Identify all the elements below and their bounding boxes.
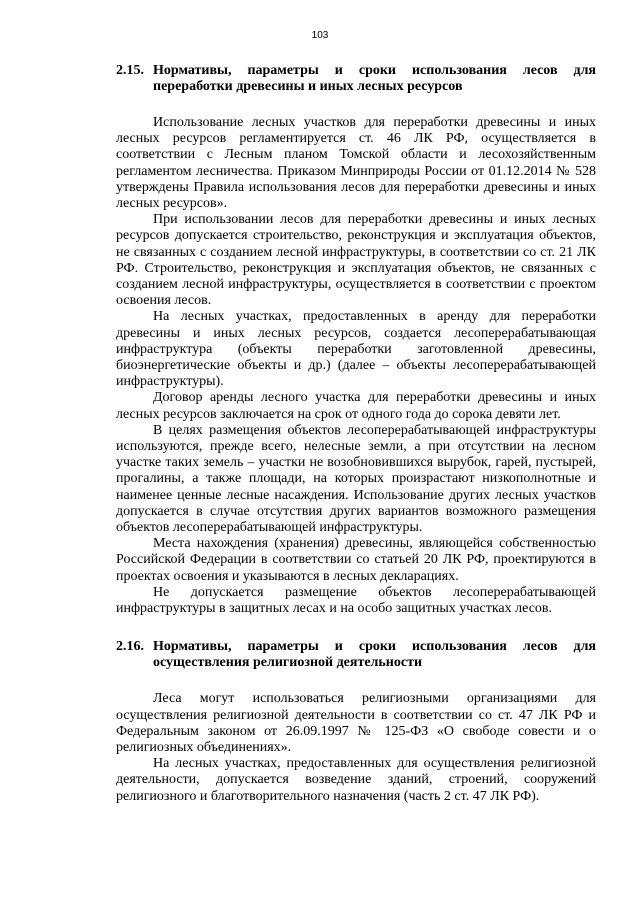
section-title: Нормативы, параметры и сроки использования лесов для осуществления религиозной деятельности <box>153 639 596 671</box>
section-title: Нормативы, параметры и сроки использования лесов для переработки древесины и иных лесных ресурсов <box>153 63 596 94</box>
paragraph: В целях размещения объектов лесоперерабатывающей инфраструктуры используются, прежде всего, нелесные земли, а при отсутствии на лесном участке таких земель – участки не возобновившихся вырубок, гарей, пустырей, прогалины, а также площади, на которых произрастают низкополнотные и наименее ценные лесные насаждения. Использование других лесных участков допускается в случае отсутствия других вариантов возможного размещения объектов лесоперерабатывающей инфраструктуры. <box>116 422 596 536</box>
paragraph: Использование лесных участков для переработки древесины и иных лесных ресурсов регламентируется ст. 46 ЛК РФ, осуществляется в соответствии с Лесным планом Томской области и лесохозяйственным регламентом лесничества. Приказом Минприроды России от 01.12.2014 № 528 утверждены Правила использования лесов для переработки древесины и иных лесных ресурсов». <box>116 115 596 212</box>
page-number: 103 <box>311 30 329 41</box>
paragraph: Леса могут использоваться религиозными организациями для осуществления религиозной деятельности в соответствии со ст. 47 ЛК РФ и Федеральным законом от 26.09.1997 № 125-ФЗ «О свободе совести и о религиозных объединениях». <box>116 691 596 755</box>
document-body <box>116 63 596 805</box>
section-number: 2.15. <box>116 63 144 78</box>
section-heading-2-15 <box>116 63 596 95</box>
paragraph: На лесных участках, предоставленных для осуществления религиозной деятельности, допускается возведение зданий, строений, сооружений религиозного и благотворительного назначения (часть 2 ст. 47 ЛК РФ). <box>116 756 596 804</box>
paragraph: На лесных участках, предоставленных в аренду для переработки древесины и иных лесных ресурсов, создается лесоперерабатывающая инфраструктура (объекты переработки заготовленной древесины, биоэнергетические объекты и др.) (далее – объекты лесоперерабатывающей инфраструктуры). <box>116 309 596 390</box>
paragraph: Не допускается размещение объектов лесоперерабатывающей инфраструктуры в защитных лесах и на особо защитных участках лесов. <box>116 584 596 617</box>
section-heading-2-16 <box>116 639 596 671</box>
paragraph: При использовании лесов для переработки древесины и иных лесных ресурсов допускается строительство, реконструкция и эксплуатация объектов, не связанных с созданием лесной инфраструктуры, в соответствии со ст. 21 ЛК РФ. Строительство, реконструкция и эксплуатация объектов, не связанных с созданием лесной инфраструктуры, осуществляется в соответствии с проектом освоения лесов. <box>116 212 596 309</box>
paragraph: Договор аренды лесного участка для переработки древесины и иных лесных ресурсов заключается на срок от одного года до сорока девяти лет. <box>116 390 596 422</box>
section-number: 2.16. <box>116 639 144 655</box>
paragraph: Места нахождения (хранения) древесины, являющейся собственностью Российской Федерации в соответствии со статьей 20 ЛК РФ, проектируются в проектах освоения и указываются в лесных декларациях. <box>116 536 596 584</box>
